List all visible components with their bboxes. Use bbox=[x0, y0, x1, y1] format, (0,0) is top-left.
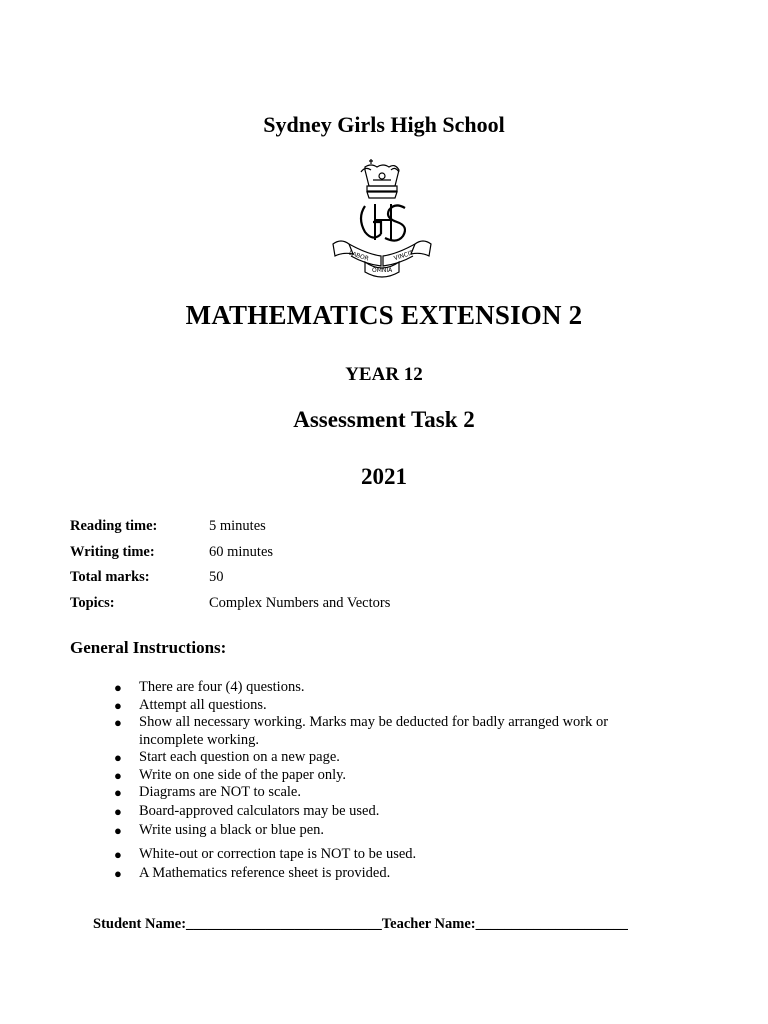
school-crest-logo bbox=[329, 158, 435, 280]
instruction-text: White-out or correction tape is NOT to be used. bbox=[139, 845, 417, 862]
bullet-icon: ● bbox=[114, 697, 122, 713]
list-item bbox=[114, 749, 674, 767]
subject-title: MATHEMATICS EXTENSION 2 bbox=[185, 300, 583, 330]
instruction-text: Board-approved calculators may be used. bbox=[139, 802, 380, 819]
instruction-text: Diagrams are NOT to scale. bbox=[139, 784, 301, 800]
bullet-icon: ● bbox=[114, 715, 122, 730]
instruction-text: Show all necessary working. Marks may be deducted for badly arranged work or incomplete working. bbox=[139, 714, 609, 748]
list-item bbox=[114, 803, 674, 821]
list-item bbox=[114, 846, 674, 864]
instruction-text: Attempt all questions. bbox=[139, 696, 267, 713]
bullet-icon: ● bbox=[114, 785, 122, 800]
info-value: 50 bbox=[209, 569, 224, 585]
list-item bbox=[114, 822, 674, 840]
crest-motto-right: VINCIT bbox=[393, 249, 415, 263]
list-item bbox=[114, 679, 674, 697]
list-item bbox=[114, 865, 674, 883]
bullet-icon: ● bbox=[114, 866, 122, 881]
instruction-text: Write on one side of the paper only. bbox=[139, 766, 347, 783]
instruction-text: A Mathematics reference sheet is provided. bbox=[139, 865, 391, 881]
instruction-text: Write using a black or blue pen. bbox=[139, 822, 325, 838]
bullet-icon: ● bbox=[114, 767, 122, 783]
list-item bbox=[114, 784, 674, 802]
instruction-text: Start each question on a new page. bbox=[139, 749, 340, 765]
info-value: 5 minutes bbox=[209, 518, 266, 534]
crest-motto-left: LABOR bbox=[347, 249, 370, 263]
teacher-name-field: Teacher Name:_____________________ bbox=[381, 916, 628, 932]
general-instructions-heading: General Instructions: bbox=[70, 638, 227, 657]
instruction-text: There are four (4) questions. bbox=[139, 679, 305, 695]
student-name-field: Student Name:___________________________ bbox=[93, 916, 382, 932]
info-label: Topics: bbox=[70, 595, 115, 611]
instructions-list bbox=[114, 679, 674, 883]
bullet-icon: ● bbox=[114, 803, 122, 819]
info-value: 60 minutes bbox=[209, 544, 274, 560]
info-label: Writing time: bbox=[70, 544, 155, 560]
info-value: Complex Numbers and Vectors bbox=[209, 595, 391, 611]
task-title: Assessment Task 2 bbox=[293, 407, 475, 432]
info-label: Total marks: bbox=[70, 569, 150, 585]
name-fields bbox=[93, 916, 628, 933]
crest-motto-center: OMNIA bbox=[372, 267, 393, 274]
year-level: YEAR 12 bbox=[345, 364, 423, 385]
bullet-icon: ● bbox=[114, 846, 122, 862]
bullet-icon: ● bbox=[114, 823, 122, 838]
bullet-icon: ● bbox=[114, 750, 122, 765]
school-name: Sydney Girls High School bbox=[263, 112, 505, 137]
info-label: Reading time: bbox=[70, 518, 158, 534]
bullet-icon: ● bbox=[114, 680, 122, 695]
list-item bbox=[114, 767, 674, 785]
list-item bbox=[114, 697, 674, 715]
list-item bbox=[114, 714, 674, 749]
exam-year: 2021 bbox=[361, 464, 407, 489]
